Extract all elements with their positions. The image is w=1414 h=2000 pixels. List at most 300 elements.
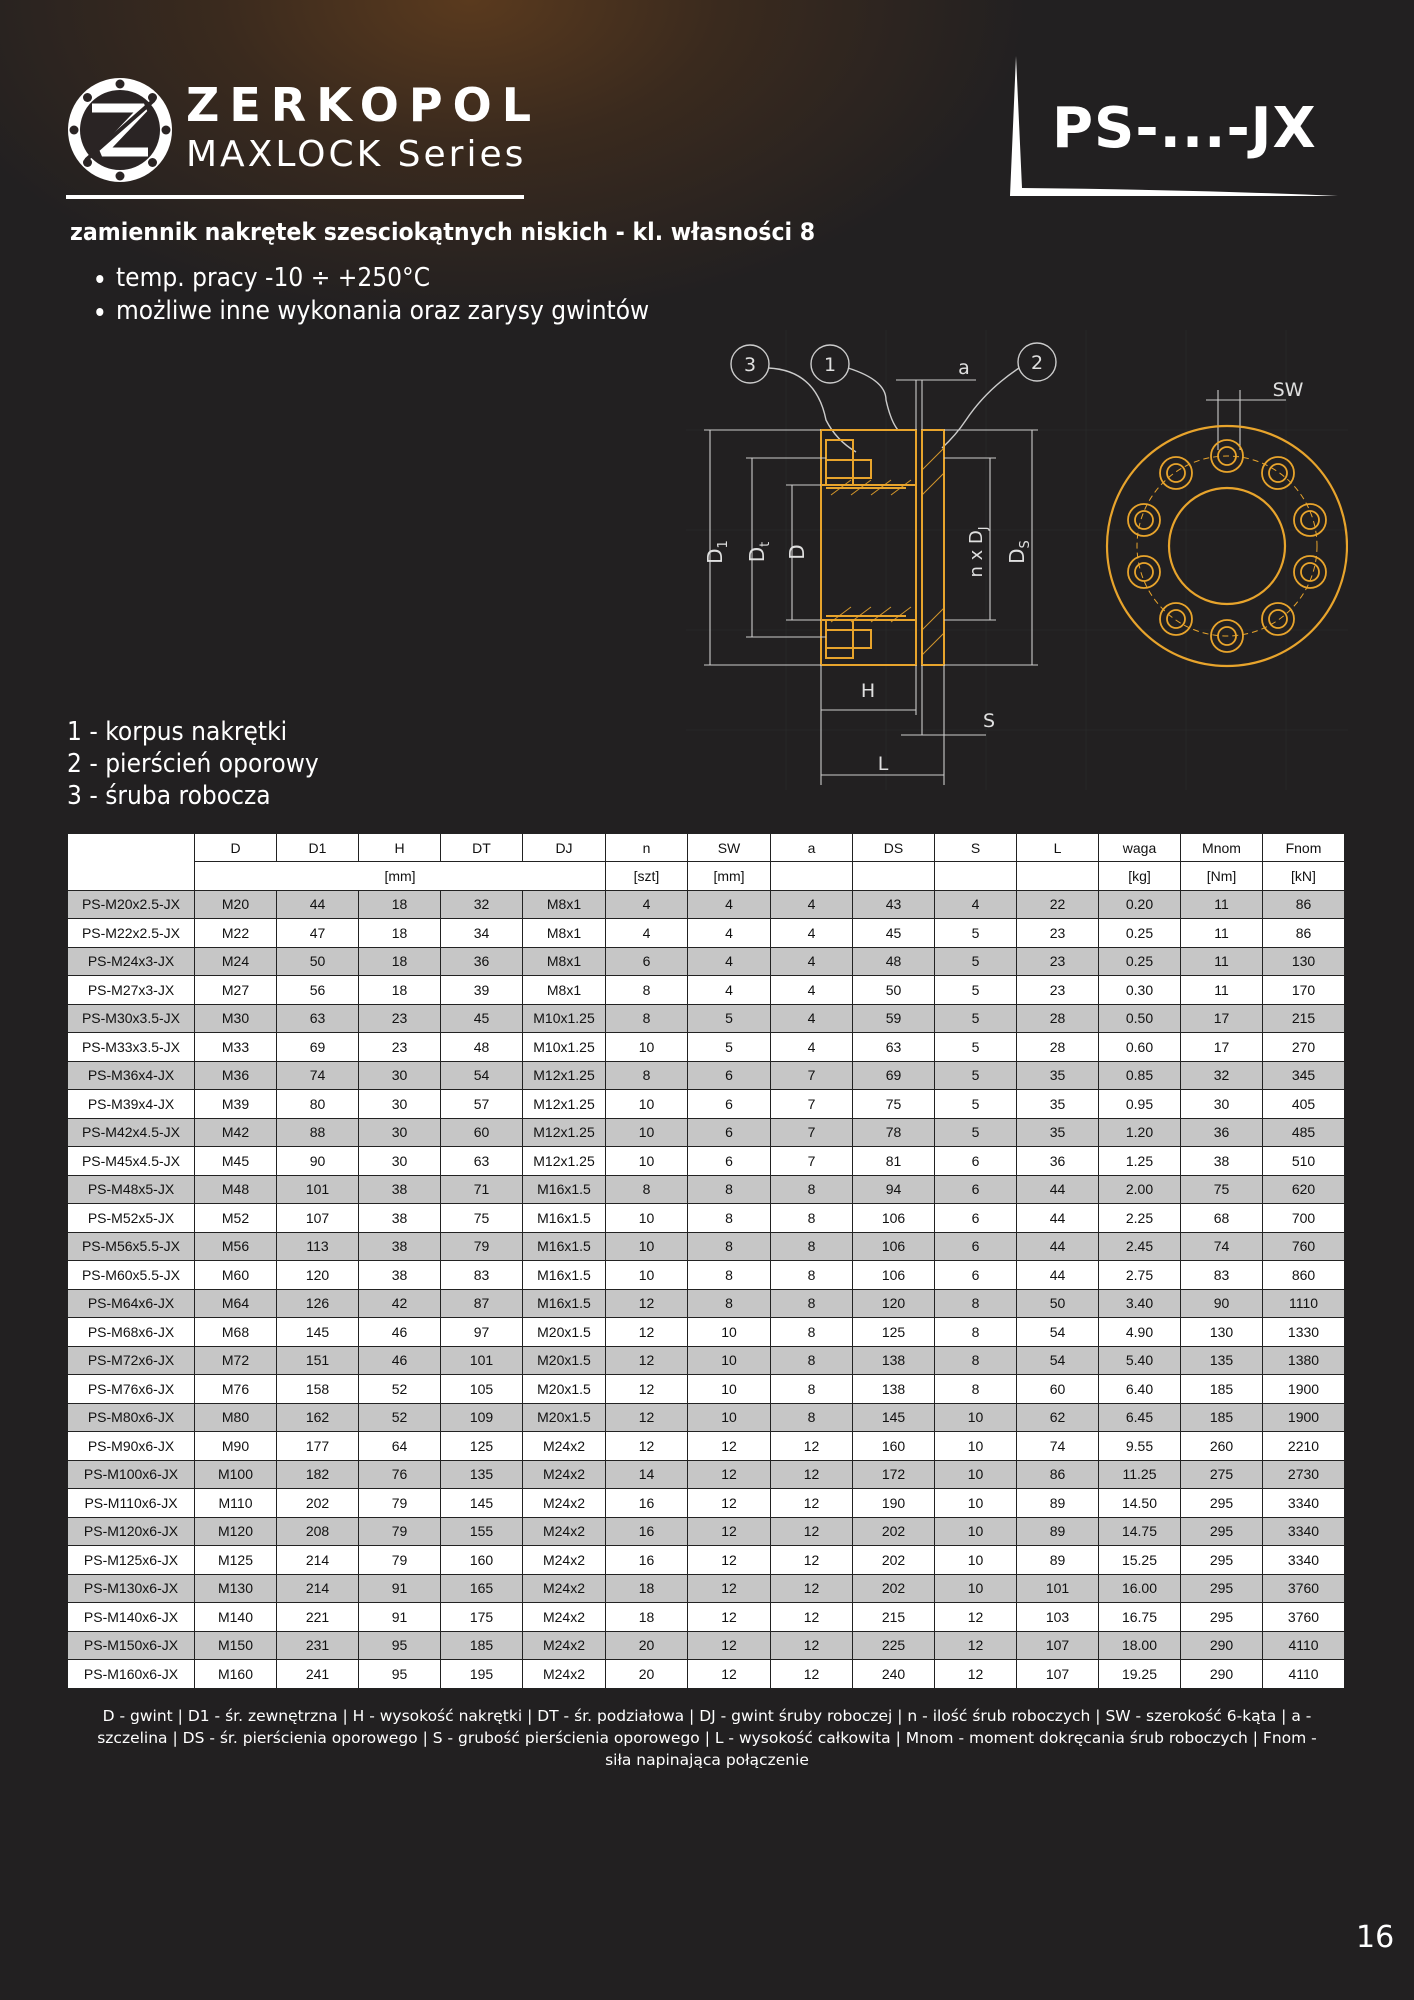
table-cell: 113 <box>277 1232 359 1261</box>
table-cell: 270 <box>1263 1033 1345 1062</box>
table-cell: 16.75 <box>1099 1603 1181 1632</box>
table-cell: 12 <box>688 1432 771 1461</box>
table-cell: 95 <box>359 1660 441 1689</box>
table-cell: 12 <box>606 1432 688 1461</box>
table-cell: 275 <box>1181 1460 1263 1489</box>
table-cell: M27 <box>195 976 277 1005</box>
table-row <box>68 890 1345 919</box>
table-cell: 79 <box>359 1489 441 1518</box>
table-cell: 4 <box>771 947 853 976</box>
table-cell: 11 <box>1181 976 1263 1005</box>
table-cell: 130 <box>1263 947 1345 976</box>
table-cell: 38 <box>359 1232 441 1261</box>
table-cell: 69 <box>277 1033 359 1062</box>
table-cell: M125 <box>195 1546 277 1575</box>
model-cell: PS-M76x6-JX <box>68 1375 195 1404</box>
table-cell: M10x1.25 <box>523 1004 606 1033</box>
table-cell: 18 <box>359 976 441 1005</box>
table-cell: M16x1.5 <box>523 1175 606 1204</box>
table-cell: 10 <box>935 1489 1017 1518</box>
table-row <box>68 1232 1345 1261</box>
table-cell: 106 <box>853 1204 935 1233</box>
table-cell: 4 <box>935 890 1017 919</box>
table-cell: 8 <box>606 1004 688 1033</box>
table-cell: 240 <box>853 1660 935 1689</box>
table-row <box>68 1004 1345 1033</box>
table-cell: 0.85 <box>1099 1061 1181 1090</box>
table-cell: 5 <box>935 919 1017 948</box>
table-cell: 3760 <box>1263 1603 1345 1632</box>
table-cell: 1.20 <box>1099 1118 1181 1147</box>
table-cell: 86 <box>1017 1460 1099 1489</box>
table-cell: 50 <box>277 947 359 976</box>
table-cell: 4 <box>771 976 853 1005</box>
table-cell: 182 <box>277 1460 359 1489</box>
table-cell: 7 <box>771 1118 853 1147</box>
table-cell: 5 <box>935 1118 1017 1147</box>
table-cell: 16 <box>606 1489 688 1518</box>
table-cell: 160 <box>441 1546 523 1575</box>
table-cell: 7 <box>771 1147 853 1176</box>
legend-item: 1 - korpus nakrętki <box>67 717 288 747</box>
table-cell: 130 <box>1181 1318 1263 1347</box>
column-header: SW <box>688 834 771 862</box>
column-header: DJ <box>523 834 606 862</box>
model-cell: PS-M48x5-JX <box>68 1175 195 1204</box>
table-cell: 107 <box>1017 1660 1099 1689</box>
table-cell: 6 <box>688 1147 771 1176</box>
table-row <box>68 1289 1345 1318</box>
table-cell: M24x2 <box>523 1546 606 1575</box>
table-cell: M42 <box>195 1118 277 1147</box>
table-cell: M20x1.5 <box>523 1375 606 1404</box>
table-cell: 8 <box>606 1061 688 1090</box>
table-cell: M90 <box>195 1432 277 1461</box>
dim-label-sw: SW <box>1272 379 1304 401</box>
table-cell: 195 <box>441 1660 523 1689</box>
table-cell: 12 <box>688 1460 771 1489</box>
table-cell: 5 <box>935 947 1017 976</box>
dim-label-h: H <box>860 680 876 702</box>
table-cell: 16 <box>606 1517 688 1546</box>
table-cell: M22 <box>195 919 277 948</box>
table-cell: 5 <box>688 1033 771 1062</box>
table-cell: 202 <box>853 1517 935 1546</box>
table-row <box>68 1175 1345 1204</box>
table-cell: 88 <box>277 1118 359 1147</box>
table-cell: 83 <box>1181 1261 1263 1290</box>
table-cell: 5 <box>935 976 1017 1005</box>
table-cell: 38 <box>359 1261 441 1290</box>
table-cell: M20x1.5 <box>523 1346 606 1375</box>
model-cell: PS-M60x5.5-JX <box>68 1261 195 1290</box>
table-cell: 4 <box>688 947 771 976</box>
table-cell: 63 <box>441 1147 523 1176</box>
table-cell: 290 <box>1181 1660 1263 1689</box>
table-cell: M16x1.5 <box>523 1289 606 1318</box>
table-cell: 22 <box>1017 890 1099 919</box>
table-cell: M12x1.25 <box>523 1061 606 1090</box>
table-cell: 38 <box>359 1204 441 1233</box>
model-cell: PS-M30x3.5-JX <box>68 1004 195 1033</box>
table-cell: 214 <box>277 1546 359 1575</box>
table-cell: 95 <box>359 1631 441 1660</box>
table-row <box>68 1375 1345 1404</box>
table-row <box>68 1261 1345 1290</box>
svg-text:n x DJ <box>966 527 990 578</box>
table-cell: 2.75 <box>1099 1261 1181 1290</box>
table-cell: 19.25 <box>1099 1660 1181 1689</box>
table-cell: 23 <box>359 1033 441 1062</box>
brand-series: MAXLOCK Series <box>186 134 527 175</box>
table-cell: 10 <box>935 1403 1017 1432</box>
table-cell: 4 <box>606 919 688 948</box>
table-cell: 138 <box>853 1346 935 1375</box>
table-header-row <box>68 834 1345 862</box>
table-cell: 45 <box>441 1004 523 1033</box>
model-cell: PS-M68x6-JX <box>68 1318 195 1347</box>
table-body <box>68 890 1345 1688</box>
table-cell: 185 <box>441 1631 523 1660</box>
table-cell: 10 <box>606 1118 688 1147</box>
table-cell: M100 <box>195 1460 277 1489</box>
table-cell: 28 <box>1017 1004 1099 1033</box>
table-cell: 74 <box>277 1061 359 1090</box>
table-cell: 10 <box>688 1346 771 1375</box>
dim-label-a: a <box>958 357 970 379</box>
table-cell: 12 <box>771 1546 853 1575</box>
model-cell: PS-M24x3-JX <box>68 947 195 976</box>
table-cell: M16x1.5 <box>523 1204 606 1233</box>
unit-cell <box>771 862 853 891</box>
callout-1-label: 1 <box>823 354 837 376</box>
zerkopol-logo-icon <box>66 76 174 184</box>
table-cell: 145 <box>853 1403 935 1432</box>
dim-label-nxdj-sub: J <box>976 526 990 531</box>
table-cell: 145 <box>277 1318 359 1347</box>
table-cell: 91 <box>359 1574 441 1603</box>
table-cell: 50 <box>853 976 935 1005</box>
table-cell: 6 <box>935 1175 1017 1204</box>
table-cell: 62 <box>1017 1403 1099 1432</box>
table-cell: 50 <box>1017 1289 1099 1318</box>
table-cell: 0.20 <box>1099 890 1181 919</box>
table-cell: 5 <box>935 1004 1017 1033</box>
table-units-row <box>68 862 1345 891</box>
model-cell: PS-M140x6-JX <box>68 1603 195 1632</box>
table-cell: 2.00 <box>1099 1175 1181 1204</box>
table-cell: 10 <box>606 1204 688 1233</box>
table-cell: 12 <box>771 1603 853 1632</box>
table-cell: 260 <box>1181 1432 1263 1461</box>
table-cell: 8 <box>771 1204 853 1233</box>
column-header: D <box>195 834 277 862</box>
table-cell: 4 <box>771 919 853 948</box>
table-cell: 18 <box>606 1574 688 1603</box>
table-cell: 12 <box>606 1346 688 1375</box>
table-row <box>68 1346 1345 1375</box>
model-cell: PS-M33x3.5-JX <box>68 1033 195 1062</box>
table-cell: M12x1.25 <box>523 1147 606 1176</box>
table-row <box>68 1489 1345 1518</box>
model-cell: PS-M42x4.5-JX <box>68 1118 195 1147</box>
table-cell: 18 <box>359 919 441 948</box>
table-cell: 12 <box>606 1403 688 1432</box>
svg-text:DS <box>1005 540 1033 564</box>
table-cell: 295 <box>1181 1517 1263 1546</box>
callout-2-label: 2 <box>1030 352 1044 374</box>
table-cell: 8 <box>935 1375 1017 1404</box>
table-cell: 44 <box>277 890 359 919</box>
table-cell: 185 <box>1181 1403 1263 1432</box>
column-header: DT <box>441 834 523 862</box>
table-cell: 36 <box>1181 1118 1263 1147</box>
table-cell: 1330 <box>1263 1318 1345 1347</box>
table-cell: 90 <box>277 1147 359 1176</box>
table-cell: 56 <box>277 976 359 1005</box>
table-cell: 74 <box>1017 1432 1099 1461</box>
table-cell: 54 <box>1017 1318 1099 1347</box>
table-cell: 231 <box>277 1631 359 1660</box>
table-cell: 6.45 <box>1099 1403 1181 1432</box>
table-cell: M8x1 <box>523 947 606 976</box>
table-cell: 79 <box>441 1232 523 1261</box>
table-cell: 1380 <box>1263 1346 1345 1375</box>
table-cell: 162 <box>277 1403 359 1432</box>
table-cell: 485 <box>1263 1118 1345 1147</box>
table-cell: 2730 <box>1263 1460 1345 1489</box>
table-cell: 45 <box>853 919 935 948</box>
table-cell: 177 <box>277 1432 359 1461</box>
dim-label-s: S <box>982 710 996 732</box>
dim-label-nxdj: n x D <box>966 530 987 578</box>
table-cell: 76 <box>359 1460 441 1489</box>
table-cell: 8 <box>688 1261 771 1290</box>
model-cell: PS-M45x4.5-JX <box>68 1147 195 1176</box>
dim-label-dt: D <box>745 546 769 563</box>
table-cell: 2.45 <box>1099 1232 1181 1261</box>
table-cell: 32 <box>1181 1061 1263 1090</box>
unit-cell <box>853 862 935 891</box>
table-cell: 10 <box>606 1147 688 1176</box>
table-cell: M68 <box>195 1318 277 1347</box>
table-cell: 48 <box>441 1033 523 1062</box>
table-cell: 30 <box>359 1090 441 1119</box>
table-cell: 1.25 <box>1099 1147 1181 1176</box>
table-cell: 0.25 <box>1099 947 1181 976</box>
table-cell: 34 <box>441 919 523 948</box>
table-cell: 1110 <box>1263 1289 1345 1318</box>
table-cell: 145 <box>441 1489 523 1518</box>
table-cell: 23 <box>1017 947 1099 976</box>
spec-table <box>67 833 1345 1689</box>
table-cell: 295 <box>1181 1603 1263 1632</box>
table-cell: 48 <box>853 947 935 976</box>
table-cell: 12 <box>935 1603 1017 1632</box>
table-cell: M150 <box>195 1631 277 1660</box>
table-row <box>68 1204 1345 1233</box>
table-cell: M20x1.5 <box>523 1318 606 1347</box>
table-cell: 36 <box>1017 1147 1099 1176</box>
table-cell: 14.75 <box>1099 1517 1181 1546</box>
table-cell: 345 <box>1263 1061 1345 1090</box>
table-cell: 101 <box>1017 1574 1099 1603</box>
column-header: Mnom <box>1181 834 1263 862</box>
table-cell: 11 <box>1181 890 1263 919</box>
table-cell: 28 <box>1017 1033 1099 1062</box>
table-cell: 0.50 <box>1099 1004 1181 1033</box>
column-header: Fnom <box>1263 834 1345 862</box>
table-cell: M8x1 <box>523 976 606 1005</box>
table-cell: 47 <box>277 919 359 948</box>
model-cell: PS-M125x6-JX <box>68 1546 195 1575</box>
table-cell: 43 <box>853 890 935 919</box>
table-cell: 12 <box>771 1517 853 1546</box>
page-number: 16 <box>1356 1920 1395 1955</box>
table-cell: 2210 <box>1263 1432 1345 1461</box>
brand-name: ZERKOPOL <box>186 78 542 132</box>
table-cell: M24x2 <box>523 1603 606 1632</box>
table-cell: 8 <box>771 1261 853 1290</box>
table-cell: 10 <box>688 1318 771 1347</box>
table-cell: 14.50 <box>1099 1489 1181 1518</box>
table-cell: 10 <box>606 1033 688 1062</box>
model-cell: PS-M52x5-JX <box>68 1204 195 1233</box>
table-cell: M130 <box>195 1574 277 1603</box>
table-row <box>68 1631 1345 1660</box>
table-cell: 10 <box>606 1232 688 1261</box>
table-cell: 175 <box>441 1603 523 1632</box>
table-cell: 135 <box>441 1460 523 1489</box>
table-cell: 60 <box>1017 1375 1099 1404</box>
table-cell: M24x2 <box>523 1574 606 1603</box>
table-cell: 46 <box>359 1346 441 1375</box>
model-cell: PS-M36x4-JX <box>68 1061 195 1090</box>
table-cell: 4 <box>688 890 771 919</box>
table-cell: 760 <box>1263 1232 1345 1261</box>
table-cell: 126 <box>277 1289 359 1318</box>
table-cell: 8 <box>771 1289 853 1318</box>
table-cell: 6 <box>935 1232 1017 1261</box>
table-cell: M72 <box>195 1346 277 1375</box>
table-cell: 4 <box>771 1033 853 1062</box>
table-cell: M16x1.5 <box>523 1261 606 1290</box>
table-cell: 135 <box>1181 1346 1263 1375</box>
feature-list <box>82 262 708 328</box>
table-cell: M52 <box>195 1204 277 1233</box>
table-cell: 23 <box>1017 919 1099 948</box>
table-cell: 32 <box>441 890 523 919</box>
table-cell: 8 <box>771 1346 853 1375</box>
table-cell: 125 <box>853 1318 935 1347</box>
table-row <box>68 1033 1345 1062</box>
table-cell: 86 <box>1263 919 1345 948</box>
table-cell: 38 <box>1181 1147 1263 1176</box>
unit-cell: [mm] <box>195 862 606 891</box>
unit-cell: [szt] <box>606 862 688 891</box>
table-cell: 3340 <box>1263 1546 1345 1575</box>
column-header: L <box>1017 834 1099 862</box>
table-cell: 38 <box>359 1175 441 1204</box>
table-cell: 10 <box>688 1403 771 1432</box>
table-cell: 860 <box>1263 1261 1345 1290</box>
table-cell: 35 <box>1017 1118 1099 1147</box>
table-cell: M10x1.25 <box>523 1033 606 1062</box>
dim-label-d1-sub: 1 <box>716 540 731 549</box>
table-cell: 120 <box>853 1289 935 1318</box>
table-cell: 101 <box>441 1346 523 1375</box>
table-cell: 30 <box>1181 1090 1263 1119</box>
table-cell: 8 <box>606 1175 688 1204</box>
table-cell: 9.55 <box>1099 1432 1181 1461</box>
table-cell: 54 <box>441 1061 523 1090</box>
table-cell: M30 <box>195 1004 277 1033</box>
model-cell: PS-M22x2.5-JX <box>68 919 195 948</box>
table-cell: M24x2 <box>523 1517 606 1546</box>
table-cell: 8 <box>688 1204 771 1233</box>
table-cell: 0.95 <box>1099 1090 1181 1119</box>
unit-cell <box>935 862 1017 891</box>
table-cell: 68 <box>1181 1204 1263 1233</box>
table-cell: 8 <box>771 1318 853 1347</box>
column-header: D1 <box>277 834 359 862</box>
dim-label-l: L <box>877 753 889 775</box>
table-row <box>68 1061 1345 1090</box>
table-cell: 10 <box>935 1432 1017 1461</box>
model-cell: PS-M110x6-JX <box>68 1489 195 1518</box>
table-cell: 39 <box>441 976 523 1005</box>
table-cell: 44 <box>1017 1175 1099 1204</box>
table-cell: 185 <box>1181 1375 1263 1404</box>
legend-item: 2 - pierścień oporowy <box>67 749 319 779</box>
table-cell: 5 <box>935 1061 1017 1090</box>
model-cell: PS-M56x5.5-JX <box>68 1232 195 1261</box>
table-cell: 5.40 <box>1099 1346 1181 1375</box>
table-cell: 44 <box>1017 1204 1099 1233</box>
table-cell: 6 <box>688 1061 771 1090</box>
table-cell: M60 <box>195 1261 277 1290</box>
table-cell: 3.40 <box>1099 1289 1181 1318</box>
dim-label-ds-sub: S <box>1018 540 1033 549</box>
unit-cell: [mm] <box>688 862 771 891</box>
table-cell: 18.00 <box>1099 1631 1181 1660</box>
table-cell: 4 <box>688 976 771 1005</box>
table-cell: 214 <box>277 1574 359 1603</box>
table-cell: 4 <box>688 919 771 948</box>
table-cell: M8x1 <box>523 890 606 919</box>
table-cell: 18 <box>606 1603 688 1632</box>
table-cell: M76 <box>195 1375 277 1404</box>
table-cell: M64 <box>195 1289 277 1318</box>
table-cell: 12 <box>606 1289 688 1318</box>
table-cell: 52 <box>359 1403 441 1432</box>
column-header: waga <box>1099 834 1181 862</box>
table-cell: 4 <box>606 890 688 919</box>
table-cell: 71 <box>441 1175 523 1204</box>
table-cell: 89 <box>1017 1489 1099 1518</box>
table-cell: 120 <box>277 1261 359 1290</box>
table-row <box>68 1147 1345 1176</box>
table-cell: 0.25 <box>1099 919 1181 948</box>
table-cell: 107 <box>277 1204 359 1233</box>
table-cell: 165 <box>441 1574 523 1603</box>
table-cell: 17 <box>1181 1004 1263 1033</box>
abbreviation-notes: D - gwint | D1 - śr. zewnętrzna | H - wysokość nakrętki | DT - śr. podziałowa | DJ - gwint śruby roboczej | n - ilość śrub roboczych | SW - szerokość 6-kąta | a - szczelina | DS - śr. pierścienia oporowego | S - grubość pierścienia oporowego | L - wysokość całkowita | Mnom - moment dokręcania śrub roboczych | Fnom - siła napinająca połączenie <box>97 1707 1317 1769</box>
unit-cell <box>1017 862 1099 891</box>
table-cell: 107 <box>1017 1631 1099 1660</box>
table-cell: M45 <box>195 1147 277 1176</box>
table-cell: 12 <box>688 1631 771 1660</box>
